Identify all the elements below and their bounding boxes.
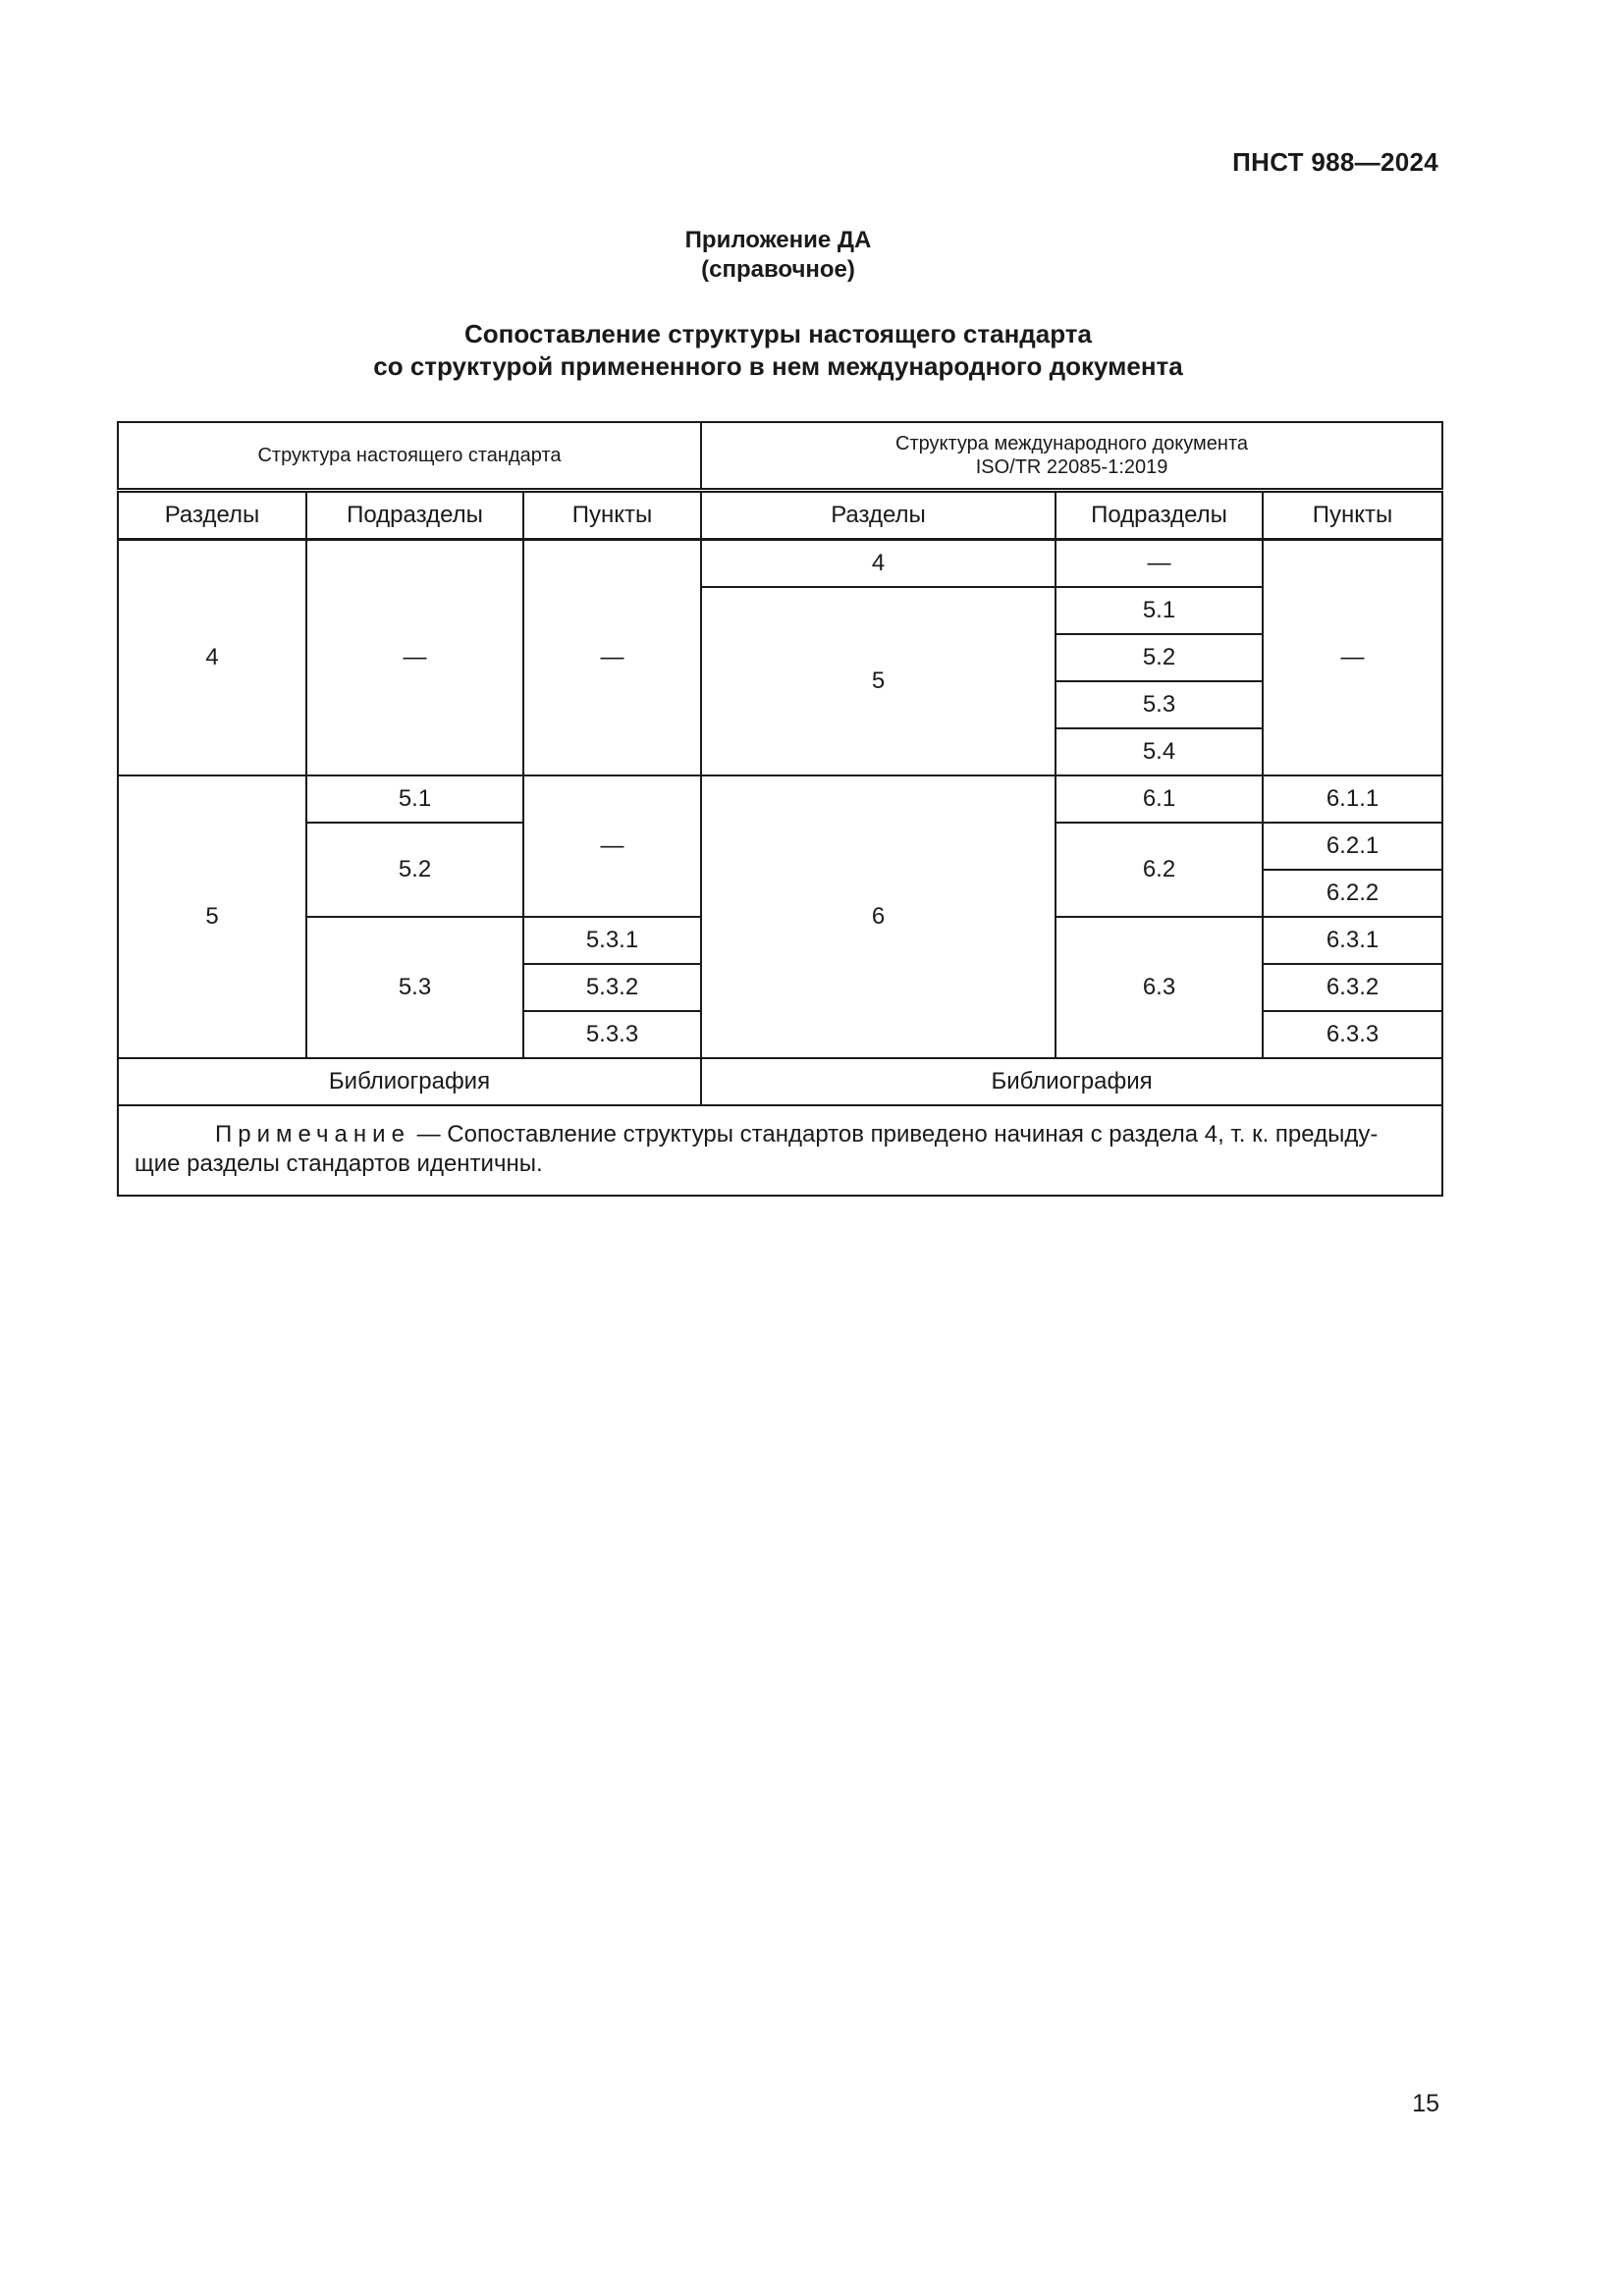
column-header-left-subsections: Подразделы <box>306 491 523 540</box>
left-section-5: 5 <box>118 775 306 1058</box>
right-clause-6-1-1: 6.1.1 <box>1263 775 1442 823</box>
right-subsection-5-4: 5.4 <box>1056 728 1263 775</box>
right-subsection-dash: — <box>1056 540 1263 588</box>
left-clause-5-3-3: 5.3.3 <box>523 1011 701 1058</box>
right-clause-6-3-1: 6.3.1 <box>1263 917 1442 964</box>
right-section-6: 6 <box>701 775 1056 1058</box>
page-title-line-2: со структурой примененного в нем международного документа <box>373 351 1183 381</box>
page-title-line-1: Сопоставление структуры настоящего стандарта <box>464 319 1092 348</box>
note-text-2: щие разделы стандартов идентичны. <box>135 1150 543 1177</box>
note-text-1: — Сопоставление структуры стандартов приведено начиная с раздела 4, т. к. предыду- <box>409 1121 1379 1148</box>
left-clause-dash-2: — <box>523 775 701 917</box>
appendix-subtitle: (справочное) <box>701 256 855 283</box>
appendix-title: Приложение ДА <box>684 227 872 253</box>
right-clause-6-2-1: 6.2.1 <box>1263 823 1442 870</box>
column-header-left-sections: Разделы <box>118 491 306 540</box>
right-clause-6-3-2: 6.3.2 <box>1263 964 1442 1011</box>
page-title <box>0 318 1556 383</box>
right-subsection-5-3: 5.3 <box>1056 681 1263 728</box>
table-row <box>118 540 1442 588</box>
column-header-left-clauses: Пункты <box>523 491 701 540</box>
table-column-header-row <box>118 491 1442 540</box>
column-header-right-subsections: Подразделы <box>1056 491 1263 540</box>
right-subsection-6-3: 6.3 <box>1056 917 1263 1058</box>
table-row <box>118 775 1442 823</box>
table-group-header-row <box>118 422 1442 491</box>
group-header-right-line-2: ISO/TR 22085-1:2019 <box>975 456 1168 478</box>
left-subsection-5-3: 5.3 <box>306 917 523 1058</box>
note-label: Примечание <box>215 1121 410 1148</box>
left-subsection-5-1: 5.1 <box>306 775 523 823</box>
structure-comparison-table <box>117 421 1443 1197</box>
right-section-5: 5 <box>701 587 1056 775</box>
right-bibliography: Библиография <box>701 1058 1442 1105</box>
page-number: 15 <box>1412 2090 1439 2117</box>
table-note-row <box>118 1105 1442 1196</box>
right-clause-dash: — <box>1263 540 1442 776</box>
group-header-left: Структура настоящего стандарта <box>118 422 701 491</box>
left-subsection-5-2: 5.2 <box>306 823 523 917</box>
right-subsection-6-1: 6.1 <box>1056 775 1263 823</box>
right-subsection-6-2: 6.2 <box>1056 823 1263 917</box>
column-header-right-clauses: Пункты <box>1263 491 1442 540</box>
document-code: ПНСТ 988—2024 <box>1232 147 1438 177</box>
group-header-right <box>701 422 1442 491</box>
appendix-heading <box>0 226 1556 285</box>
left-clause-5-3-2: 5.3.2 <box>523 964 701 1011</box>
column-header-right-sections: Разделы <box>701 491 1056 540</box>
left-clause-dash: — <box>523 540 701 776</box>
left-clause-5-3-1: 5.3.1 <box>523 917 701 964</box>
table-row <box>118 1058 1442 1105</box>
group-header-right-line-1: Структура международного документа <box>895 433 1249 454</box>
table-note <box>118 1105 1442 1196</box>
right-subsection-5-1: 5.1 <box>1056 587 1263 634</box>
right-subsection-5-2: 5.2 <box>1056 634 1263 681</box>
left-subsection-dash: — <box>306 540 523 776</box>
left-bibliography: Библиография <box>118 1058 701 1105</box>
right-section-4: 4 <box>701 540 1056 588</box>
right-clause-6-3-3: 6.3.3 <box>1263 1011 1442 1058</box>
left-section-4: 4 <box>118 540 306 776</box>
right-clause-6-2-2: 6.2.2 <box>1263 870 1442 917</box>
